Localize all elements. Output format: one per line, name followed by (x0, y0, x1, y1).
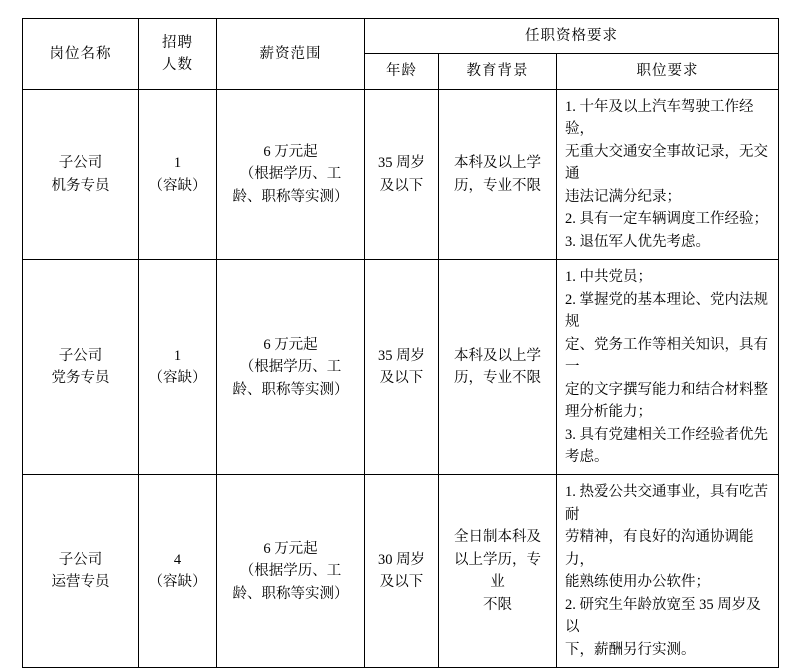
cell-requirements-line-1: 1. 中共党员； (565, 269, 652, 286)
cell-age-lines (373, 549, 430, 594)
cell-requirements-line-1: 1. 热爱公共交通事业，具有吃苦耐 (565, 484, 768, 523)
cell-number-line-2: （容缺） (148, 370, 207, 387)
cell-requirements (557, 475, 779, 668)
cell-post-line-1: 子公司 (58, 551, 103, 568)
cell-salary-lines (225, 538, 356, 605)
table-row (23, 260, 779, 475)
cell-requirements-lines (565, 266, 770, 468)
cell-number-line-2: （容缺） (148, 574, 207, 591)
cell-number-lines (147, 549, 208, 594)
cell-education-line-2: 历，专业不限 (454, 177, 541, 194)
cell-age-line-1: 35 周岁 (377, 155, 426, 172)
cell-education (439, 475, 557, 668)
cell-age (365, 89, 439, 259)
recruitment-table (22, 18, 779, 668)
cell-post-line-1: 子公司 (58, 155, 103, 172)
cell-education (439, 89, 557, 259)
table-body (23, 89, 779, 667)
cell-requirements-lines (565, 481, 770, 661)
cell-education-line-1: 全日制本科及 (454, 529, 541, 546)
cell-post-line-2: 党务专员 (51, 370, 110, 387)
cell-age (365, 475, 439, 668)
cell-requirements-line-1: 1. 十年及以上汽车驾驶工作经验， (565, 98, 754, 138)
cell-age-line-1: 30 周岁 (377, 551, 426, 568)
header-salary: 薪资范围 (217, 19, 365, 90)
cell-age-line-2: 及以下 (379, 370, 424, 387)
cell-post (23, 475, 139, 668)
cell-education-lines (447, 526, 548, 616)
cell-requirements-line-7: 考虑。 (565, 448, 609, 465)
cell-number (139, 475, 217, 668)
cell-requirements-line-4: 定的文字撰写能力和结合材料整 (565, 381, 768, 398)
table-row (23, 475, 779, 668)
cell-post-line-1: 子公司 (58, 347, 103, 364)
table-header (23, 19, 779, 90)
cell-post-line-2: 运营专员 (51, 574, 110, 591)
cell-education-line-2: 历，专业不限 (454, 370, 541, 387)
header-education: 教育背景 (439, 54, 557, 89)
cell-salary-line-3: 龄、职称等实测） (232, 188, 349, 205)
cell-post-lines (31, 549, 130, 594)
cell-number-lines (147, 345, 208, 390)
cell-number (139, 260, 217, 475)
cell-post-line-2: 机务专员 (51, 177, 110, 194)
cell-number-lines (147, 152, 208, 197)
cell-post-lines (31, 152, 130, 197)
cell-requirements-line-4: 2. 研究生年龄放宽至 35 周岁及以 (565, 596, 761, 636)
cell-salary-line-3: 龄、职称等实测） (232, 381, 349, 398)
cell-requirements-line-6: 3. 具有党建相关工作经验者优先 (565, 426, 768, 443)
cell-education-lines (447, 345, 548, 390)
cell-requirements-line-2: 2. 掌握党的基本理论、党内法规规 (565, 291, 768, 331)
cell-age-line-1: 35 周岁 (377, 347, 426, 364)
cell-salary (217, 475, 365, 668)
cell-salary-line-2: （根据学历、工 (239, 563, 342, 580)
cell-number-line-1: 1 (173, 347, 182, 364)
cell-salary-line-2: （根据学历、工 (239, 359, 342, 376)
cell-requirements-line-2: 无重大交通安全事故记录，无交通 (565, 143, 768, 183)
cell-number-line-2: （容缺） (148, 177, 207, 194)
cell-post (23, 260, 139, 475)
cell-salary-line-1: 6 万元起 (263, 540, 318, 557)
header-number-lines (147, 32, 208, 77)
cell-requirements-line-3: 违法记满分纪录； (565, 188, 681, 205)
cell-salary-line-3: 龄、职称等实测） (232, 585, 349, 602)
cell-requirements-lines (565, 96, 770, 253)
header-post: 岗位名称 (23, 19, 139, 90)
cell-salary-line-1: 6 万元起 (263, 336, 318, 353)
cell-education-line-3: 不限 (483, 596, 512, 613)
cell-requirements-line-5: 3. 退伍军人优先考虑。 (565, 233, 710, 250)
cell-education-line-2: 以上学历，专业 (454, 551, 541, 591)
cell-age-line-2: 及以下 (379, 574, 424, 591)
cell-salary-line-1: 6 万元起 (263, 143, 318, 160)
cell-requirements-line-5: 下，薪酬另行实测。 (565, 641, 696, 658)
header-number-line-1: 招聘 (162, 34, 193, 51)
cell-post (23, 89, 139, 259)
header-age: 年龄 (365, 54, 439, 89)
cell-number-line-1: 1 (173, 155, 182, 172)
cell-salary (217, 89, 365, 259)
cell-requirements-line-3: 定、党务工作等相关知识，具有一 (565, 336, 768, 376)
cell-salary-lines (225, 334, 356, 401)
header-requirements: 职位要求 (557, 54, 779, 89)
cell-age-lines (373, 345, 430, 390)
cell-post-lines (31, 345, 130, 390)
header-qualification-group: 任职资格要求 (365, 19, 779, 54)
cell-requirements-line-5: 理分析能力； (565, 404, 652, 421)
cell-requirements-line-2: 劳精神，有良好的沟通协调能力， (565, 529, 754, 568)
cell-salary (217, 260, 365, 475)
cell-requirements (557, 89, 779, 259)
cell-age (365, 260, 439, 475)
cell-requirements-line-4: 2. 具有一定车辆调度工作经验； (565, 211, 768, 228)
header-row-top (23, 19, 779, 54)
cell-education-line-1: 本科及以上学 (454, 155, 541, 172)
cell-requirements (557, 260, 779, 475)
cell-age-line-2: 及以下 (379, 177, 424, 194)
header-number-line-2: 人数 (162, 56, 193, 73)
cell-salary-line-2: （根据学历、工 (239, 166, 342, 183)
cell-number-line-1: 4 (173, 551, 182, 568)
cell-education-line-1: 本科及以上学 (454, 347, 541, 364)
cell-education (439, 260, 557, 475)
cell-education-lines (447, 152, 548, 197)
cell-number (139, 89, 217, 259)
cell-requirements-line-3: 能熟练使用办公软件； (565, 574, 710, 591)
cell-salary-lines (225, 141, 356, 208)
header-number (139, 19, 217, 90)
table-row (23, 89, 779, 259)
cell-age-lines (373, 152, 430, 197)
